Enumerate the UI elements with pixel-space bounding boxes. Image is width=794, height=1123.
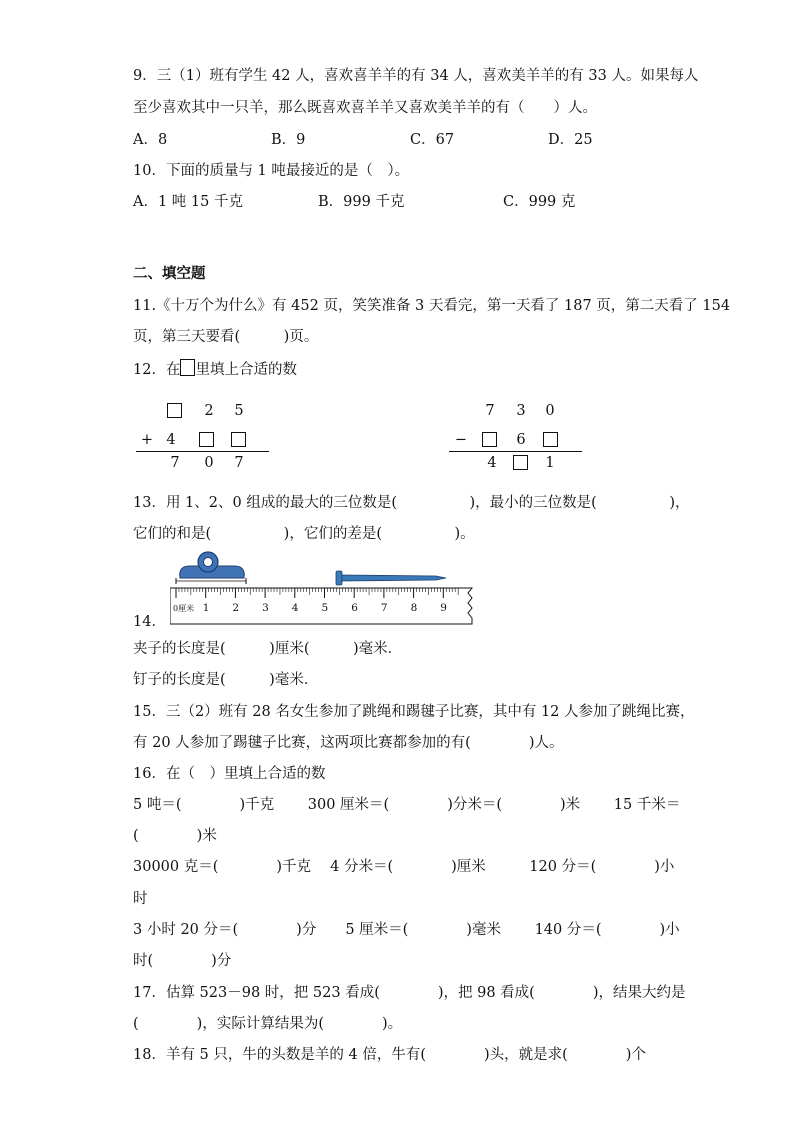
ruler-tick-label: 1 — [202, 602, 210, 614]
sub-digit: 3 — [516, 403, 526, 419]
q14-line2: 钉子的长度是( )毫米． — [133, 672, 319, 688]
subtraction-line — [449, 451, 582, 452]
add-result-digit: 7 — [170, 455, 180, 471]
q9-line2: 至少喜欢其中一只羊，那么既喜欢喜羊羊又喜欢美羊羊的有（ ）人。 — [133, 100, 597, 116]
ruler-tick-label: 2 — [232, 602, 240, 614]
q15-line1: 15．三（2）班有 28 名女生参加了跳绳和踢毽子比赛，其中有 12 人参加了跳绳比赛， — [133, 704, 695, 720]
q9-option-b: B．9 — [271, 132, 306, 148]
sub-result-digit: 1 — [545, 455, 555, 471]
add-digit: 4 — [166, 432, 176, 448]
q9-option-d: D．25 — [548, 132, 593, 148]
ruler-tick-label: 4 — [291, 602, 299, 614]
q15-line2: 有 20 人参加了踢毽子比赛，这两项比赛都参加的有( )人。 — [133, 735, 564, 751]
section-heading: 二、填空题 — [133, 266, 206, 282]
add-result-digit: 0 — [204, 455, 214, 471]
nail-icon — [336, 571, 446, 585]
q9-option-c: C．67 — [410, 132, 455, 148]
q14-line1: 夹子的长度是( )厘米( )毫米． — [133, 641, 403, 657]
add-blank-hundreds-1[interactable] — [167, 403, 182, 418]
q10-option-a: A．1 吨 15 千克 — [133, 194, 243, 210]
sub-result-digit: 4 — [487, 455, 497, 471]
add-digit: 5 — [234, 403, 244, 419]
sub-digit: 0 — [545, 403, 555, 419]
q11-line2: 页，第三天要看( )页。 — [133, 329, 319, 345]
q16-line1: 16．在（ ）里填上合适的数 — [133, 766, 326, 782]
sub-digit: 7 — [485, 403, 495, 419]
q16-row: ( )米 — [133, 828, 217, 844]
sub-blank-hundreds[interactable] — [482, 432, 497, 447]
q12-prefix: 12．在 — [133, 362, 181, 378]
q16-row: 30000 克＝( )千克 4 分米＝( )厘米 120 分＝( )小 — [133, 859, 675, 875]
q9-line1: 9．三（1）班有学生 42 人，喜欢喜羊羊的有 34 人，喜欢美羊羊的有 33 人。如果每人 — [133, 68, 699, 84]
ruler-tick-label: 6 — [351, 602, 358, 614]
ruler-tick-label: 0厘米 — [173, 604, 195, 613]
minus-sign: − — [454, 432, 468, 448]
add-result-digit: 7 — [234, 455, 244, 471]
ruler-tick-label: 5 — [321, 602, 329, 614]
q11-line1: 11.《十万个为什么》有 452 页，笑笑准备 3 天看完，第一天看了 187 页，第二天看了 154 — [133, 298, 731, 314]
sub-digit: 6 — [516, 432, 526, 448]
blank-box — [180, 359, 195, 376]
q16-row: 时 — [133, 891, 148, 907]
q18-line1: 18．羊有 5 只，牛的头数是羊的 4 倍，牛有( )头，就是求( )个 — [133, 1047, 646, 1063]
ruler-figure — [170, 548, 475, 630]
q17-line1: 17．估算 523－98 时，把 523 看成( )，把 98 看成( )，结果大约是 — [133, 985, 686, 1001]
q16-row: 5 吨＝( )千克 300 厘米＝( )分米＝( )米 15 千米＝ — [133, 797, 681, 813]
q17-line2: ( )，实际计算结果为( )。 — [133, 1016, 403, 1032]
q10-line1: 10．下面的质量与 1 吨最接近的是（ ）。 — [133, 163, 410, 179]
plus-sign: + — [140, 432, 154, 448]
q9-option-a: A．8 — [133, 132, 168, 148]
ruler-illustration — [170, 548, 475, 626]
add-blank-ones-2[interactable] — [231, 432, 246, 447]
q16-row: 3 小时 20 分＝( )分 5 厘米＝( )毫米 140 分＝( )小 — [133, 922, 680, 938]
q16-row: 时( )分 — [133, 953, 232, 969]
sub-blank-ones[interactable] — [543, 432, 558, 447]
ruler-tick-label: 8 — [410, 602, 418, 614]
q10-option-b: B．999 千克 — [318, 194, 405, 210]
q12-suffix: 里填上合适的数 — [195, 362, 297, 378]
sub-blank-result-tens[interactable] — [513, 455, 528, 470]
q13-line2: 它们的和是( )，它们的差是( )。 — [133, 526, 475, 542]
add-digit: 2 — [204, 403, 214, 419]
addition-line — [136, 451, 269, 452]
ruler-tick-label: 3 — [262, 602, 269, 614]
q10-option-c: C．999 克 — [503, 194, 576, 210]
add-blank-tens-2[interactable] — [199, 432, 214, 447]
ruler-body — [170, 588, 472, 624]
q14-number: 14． — [133, 614, 166, 630]
q12-prompt — [133, 359, 297, 380]
clip-icon — [176, 552, 246, 584]
q13-line1: 13．用 1、2、0 组成的最大的三位数是( )，最小的三位数是( )， — [133, 495, 690, 511]
ruler-tick-label: 7 — [380, 602, 388, 614]
ruler-tick-label: 9 — [440, 602, 447, 614]
